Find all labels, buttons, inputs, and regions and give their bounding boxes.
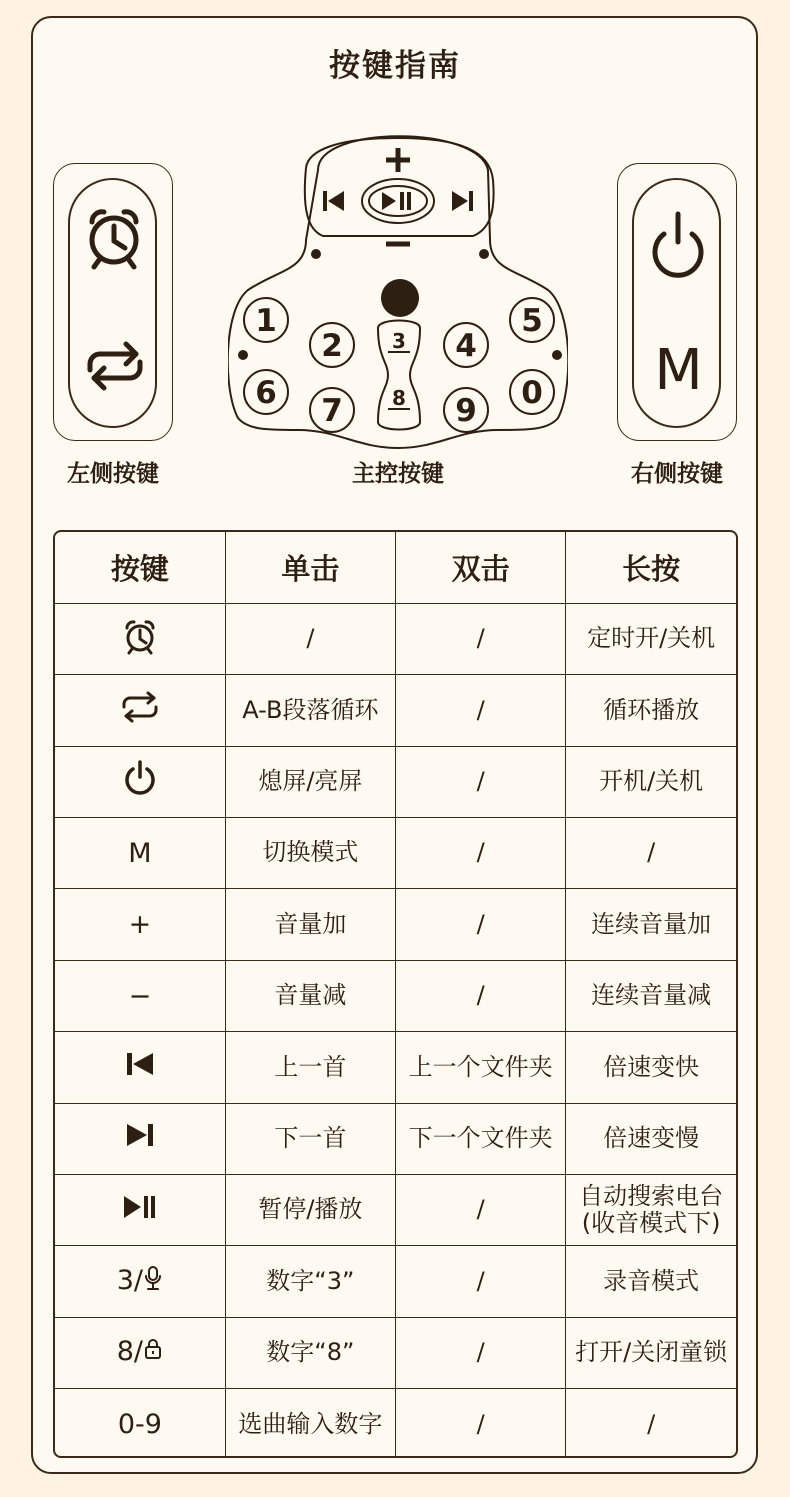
mode-m-label: M — [654, 338, 703, 403]
table-row — [55, 1032, 736, 1103]
double-action-cell: / — [396, 1175, 566, 1246]
right-buttons-strip — [632, 178, 721, 428]
long-action-cell: 打开/关闭童锁 — [566, 1317, 736, 1388]
alarm-clock-icon — [120, 616, 160, 663]
key-label: − — [128, 980, 152, 1012]
double-action-cell: / — [396, 818, 566, 889]
long-action-cell: 开机/关机 — [566, 746, 736, 817]
single-action-cell: 音量加 — [225, 889, 395, 960]
remote-body — [228, 130, 568, 450]
main-control-caption: 主控按键 — [352, 461, 444, 487]
key-cell — [55, 675, 225, 746]
key-cell — [55, 603, 225, 674]
double-action-cell: / — [396, 675, 566, 746]
long-action-cell: 录音模式 — [566, 1246, 736, 1317]
main-control-illustration — [228, 130, 568, 450]
key-cell — [55, 1317, 225, 1388]
double-action-cell: 上一个文件夹 — [396, 1032, 566, 1103]
key-cell — [55, 1175, 225, 1246]
long-action-cell: 倍速变慢 — [566, 1103, 736, 1174]
number-key-8: 8 — [392, 386, 406, 410]
left-buttons-icons — [70, 180, 159, 430]
previous-icon — [123, 1049, 157, 1086]
table-row — [55, 1246, 736, 1317]
key-label: 3/ — [116, 1265, 144, 1297]
key-label: 0-9 — [117, 1409, 162, 1441]
key-cell — [55, 818, 225, 889]
key-cell — [55, 1246, 225, 1317]
long-action-cell: 循环播放 — [566, 675, 736, 746]
double-action-cell: / — [396, 603, 566, 674]
single-action-cell: 选曲输入数字 — [225, 1389, 395, 1458]
long-action-cell: 定时开/关机 — [566, 603, 736, 674]
number-key-2: 2 — [321, 328, 343, 364]
key-cell — [55, 889, 225, 960]
single-action-cell: A-B段落循环 — [225, 675, 395, 746]
alarm-clock-icon — [92, 212, 136, 267]
table-row — [55, 1175, 736, 1246]
play-pause-icon — [120, 1192, 160, 1229]
key-cell — [55, 746, 225, 817]
number-key-5: 5 — [521, 303, 543, 339]
key-cell — [55, 1103, 225, 1174]
table-row — [55, 603, 736, 674]
double-action-cell: / — [396, 1389, 566, 1458]
number-key-0: 0 — [521, 375, 543, 411]
left-buttons-strip — [68, 178, 157, 428]
left-buttons-panel — [53, 163, 173, 441]
double-action-cell: / — [396, 960, 566, 1031]
long-action-cell: 连续音量减 — [566, 960, 736, 1031]
header-single-click: 单击 — [225, 532, 395, 603]
key-label: 8/ — [116, 1336, 144, 1368]
key-cell — [55, 1032, 225, 1103]
long-action-cell: / — [566, 818, 736, 889]
key-cell — [55, 960, 225, 1031]
table-row — [55, 889, 736, 960]
double-action-cell: / — [396, 889, 566, 960]
table-row — [55, 1317, 736, 1388]
double-action-cell: 下一个文件夹 — [396, 1103, 566, 1174]
loop-icon — [90, 344, 140, 388]
number-key-3: 3 — [392, 329, 406, 353]
left-buttons-caption: 左侧按键 — [67, 461, 159, 487]
table-row — [55, 818, 736, 889]
table-row — [55, 1103, 736, 1174]
long-action-cell: / — [566, 1389, 736, 1458]
header-key: 按键 — [55, 532, 225, 603]
long-action-cell: 自动搜索电台(收音模式下) — [566, 1175, 736, 1246]
number-key-4: 4 — [455, 328, 477, 364]
single-action-cell: / — [225, 603, 395, 674]
table-header-row — [55, 532, 736, 603]
power-icon — [655, 214, 701, 275]
double-action-cell: / — [396, 1246, 566, 1317]
number-key-6: 6 — [255, 375, 277, 411]
header-long-press: 长按 — [566, 532, 736, 603]
single-action-cell: 数字“3” — [225, 1246, 395, 1317]
single-action-cell: 熄屏/亮屏 — [225, 746, 395, 817]
key-label: M — [128, 837, 152, 869]
table-row — [55, 675, 736, 746]
single-action-cell: 切换模式 — [225, 818, 395, 889]
header-double-click: 双击 — [396, 532, 566, 603]
single-action-cell: 暂停/播放 — [225, 1175, 395, 1246]
double-action-cell: / — [396, 1317, 566, 1388]
key-cell — [55, 1389, 225, 1458]
long-action-cell: 连续音量加 — [566, 889, 736, 960]
table-row — [55, 746, 736, 817]
number-key-1: 1 — [255, 303, 277, 339]
single-action-cell: 数字“8” — [225, 1317, 395, 1388]
key-label: + — [128, 909, 152, 941]
double-action-cell: / — [396, 746, 566, 817]
button-function-table — [53, 530, 738, 1458]
microphone-icon — [143, 1264, 163, 1299]
number-key-7: 7 — [321, 393, 343, 429]
right-buttons-panel — [617, 163, 737, 441]
number-key-9: 9 — [455, 393, 477, 429]
page-title: 按键指南 — [329, 48, 461, 84]
right-buttons-caption: 右侧按键 — [631, 461, 723, 487]
table-row — [55, 960, 736, 1031]
power-icon — [120, 758, 160, 805]
single-action-cell: 音量减 — [225, 960, 395, 1031]
long-action-cell: 倍速变快 — [566, 1032, 736, 1103]
next-icon — [123, 1120, 157, 1157]
single-action-cell: 上一首 — [225, 1032, 395, 1103]
loop-icon — [118, 689, 162, 732]
lock-icon — [143, 1336, 163, 1369]
single-action-cell: 下一首 — [225, 1103, 395, 1174]
indicator-light — [381, 279, 419, 317]
table-row — [55, 1389, 736, 1458]
